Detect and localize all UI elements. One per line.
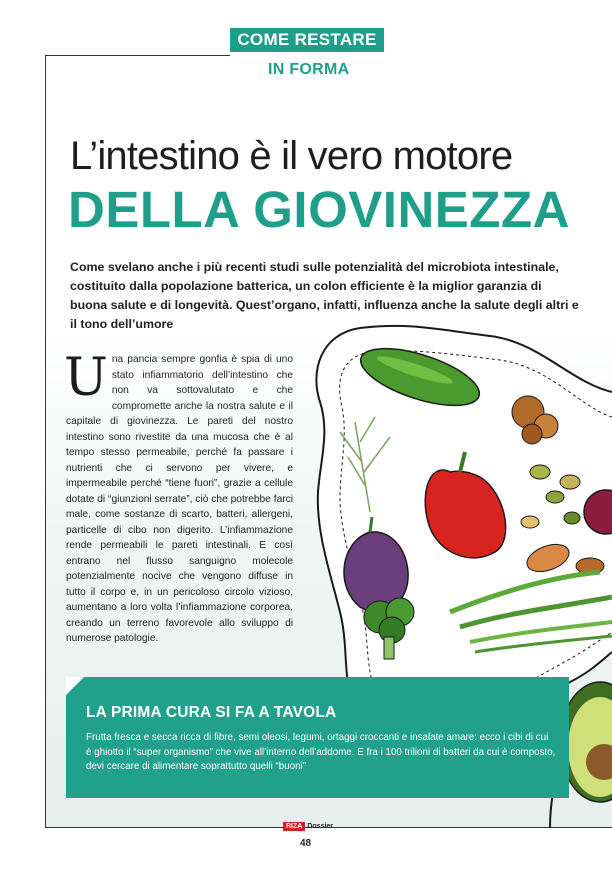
- section-label: COME RESTARE: [230, 28, 384, 52]
- headline-highlight: DELLA GIOVINEZZA: [68, 181, 570, 238]
- body-paragraph: na pancia sempre gonfia è spia di uno stato infiammatorio dell’intestino che non va sottovalutato e che compromette anche la nostra salute e il capitale di giovinezza. Le pareti del nostro intestino sono rivestite da una mucosa che è al tempo stesso permeabile, perché fa passare i nutrienti che ci servono per vivere, e impermeabile perché “tiene fuori”, grazie a cellule dotate di “giunzioni serrate”, ciò che potrebbe farci male, come sostanze di scarto, batteri, allergeni, particelle di cibo non digerito. L’infiammazione rende permeabili le pareti intestinali. E così entrano nel flusso sanguigno molecole potenzialmente nocive che vengono diffuse in tutto il corpo e, in un pericoloso circolo vizioso, aumentano a loro volta l’infiammazione corporea, creando un terreno favorevole allo sviluppo di numerose patologie.: [66, 354, 293, 644]
- frame-top-rule: [45, 55, 230, 56]
- brand-logo: RIZA: [283, 822, 305, 831]
- info-box-corner-fold: [66, 677, 84, 695]
- info-box-text: Frutta fresca e secca ricca di fibre, semi oleosi, legumi, ortaggi croccanti e insalate amare: ecco i cibi di cui è ghiotto il “super organismo” che vive all’interno dell’addome. E fra i 100 trilioni di batteri da cui è composto, devi cercare di alimentare soprattutto quelli “buoni”: [86, 732, 556, 772]
- lead-paragraph: Come svelano anche i più recenti studi sulle potenzialità del microbiota intestinale, costituito dalla popolazione batterica, un colon efficiente è la miglior garanzia di buona salute e di longevità. Quest’organo, infatti, influenza anche la salute degli altri e il tono dell’umore: [70, 260, 579, 331]
- section-sublabel: IN FORMA: [268, 61, 350, 78]
- dropcap: U: [64, 348, 108, 408]
- headline: L’intestino è il vero motore: [70, 134, 513, 178]
- body-text: [64, 348, 293, 647]
- info-box-title: LA PRIMA CURA SI FA A TAVOLA: [86, 704, 337, 721]
- page-number: 48: [300, 838, 312, 849]
- brand-suffix: Dossier: [307, 823, 334, 830]
